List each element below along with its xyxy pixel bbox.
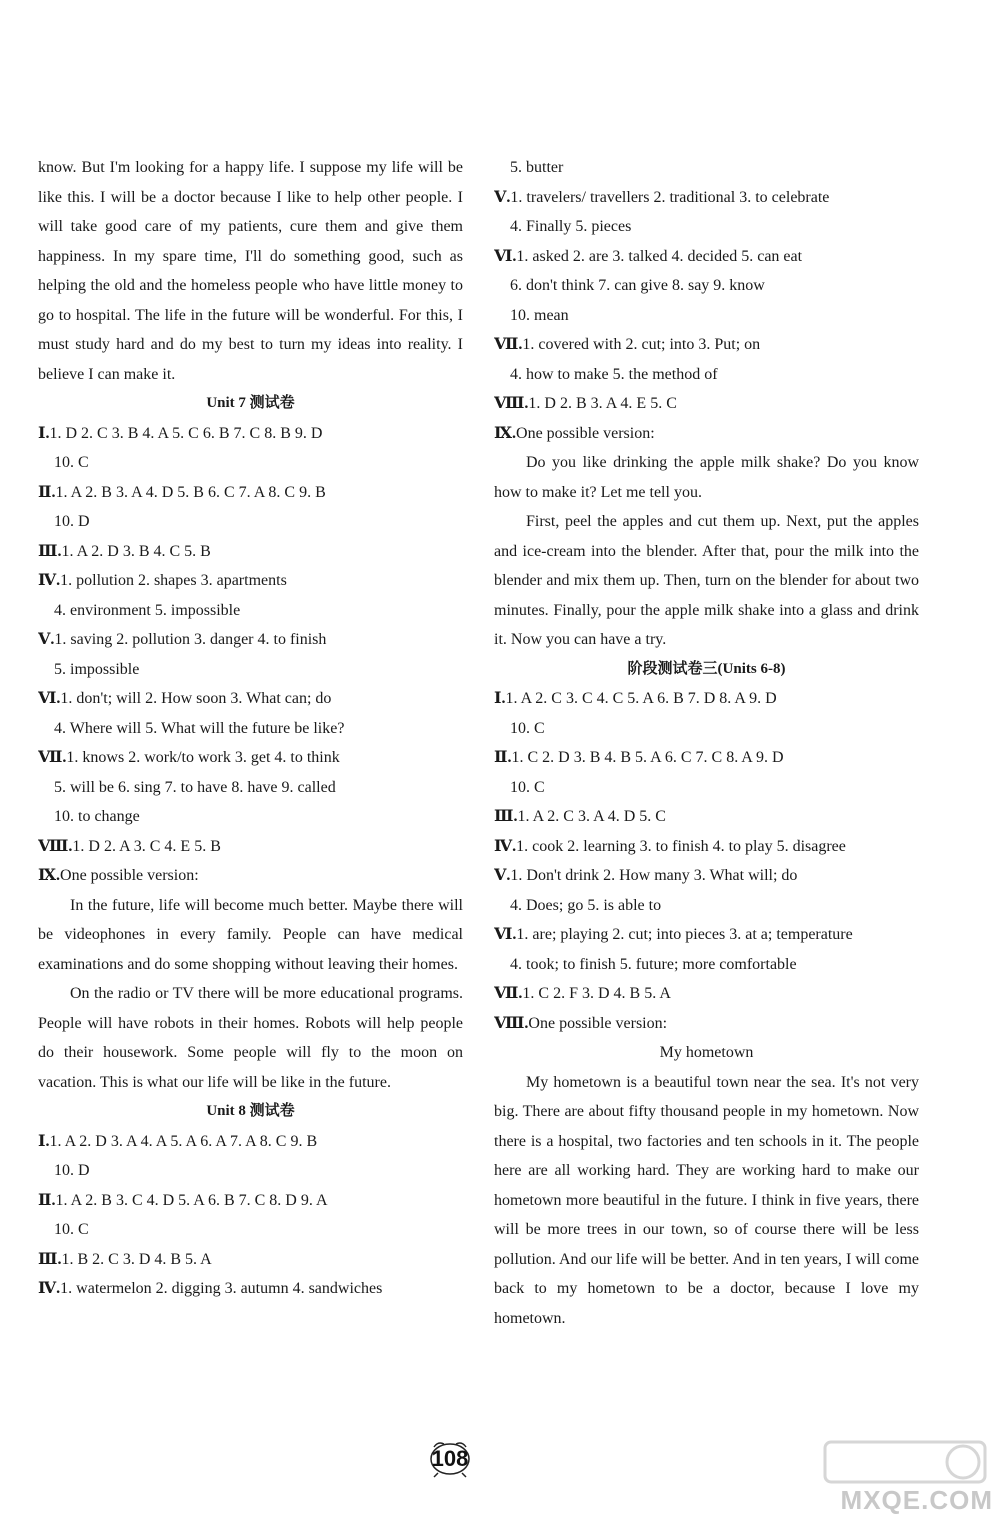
stage-line [494, 861, 919, 891]
answer-text: 10. mean [510, 306, 569, 324]
section-number: Ⅴ. [494, 867, 511, 884]
unit7-line [38, 537, 463, 567]
answer-text: 5. will be 6. sing 7. to have 8. have 9. called [54, 778, 336, 796]
right-top-line [494, 242, 919, 272]
stage-line [494, 773, 919, 803]
answer-text: 1. C 2. D 3. B 4. B 5. A 6. C 7. C 8. A 9. D [511, 749, 784, 766]
answer-text: 5. impossible [54, 660, 140, 678]
answer-text: 4. Does; go 5. is able to [510, 896, 662, 914]
section-number: Ⅰ. [494, 690, 506, 707]
answer-text: 10. C [54, 454, 89, 471]
answer-text: 10. C [54, 1221, 89, 1238]
unit8-line [38, 1274, 463, 1304]
unit7-line [38, 625, 463, 655]
answer-text: 4. how to make 5. the method of [510, 365, 718, 383]
stage-line [494, 684, 919, 714]
answer-text: 1. asked 2. are 3. talked 4. decided 5. can eat [516, 247, 803, 265]
answer-text: 1. D 2. A 3. C 4. E 5. B [72, 837, 221, 855]
answer-text: 4. took; to finish 5. future; more comfortable [510, 955, 797, 973]
unit7-heading: Unit 7 测试卷 [206, 395, 295, 411]
watermark [815, 1440, 995, 1520]
stage-line [494, 891, 919, 921]
unit7-line [38, 743, 463, 773]
page-number-text: 108 [431, 1446, 469, 1471]
section-number: Ⅵ. [38, 690, 61, 707]
unit7-essay-p2: On the radio or TV there will be more educational programs. People will have robots in their homes. Robots will help people do their housework. Some people will fly to the moon on vacation. This is what our life will be like in the future. [38, 985, 463, 1091]
right-top-line [494, 330, 919, 360]
unit7-line [38, 478, 463, 508]
section-number: Ⅶ. [38, 749, 67, 766]
section-number: Ⅵ. [494, 926, 517, 943]
section-number: Ⅱ. [38, 1191, 56, 1209]
section-number: Ⅸ. [38, 867, 61, 884]
stage-line [494, 979, 919, 1009]
stage-test-answers [494, 684, 919, 1038]
section-number: Ⅶ. [494, 985, 523, 1002]
answer-text: 1. knows 2. work/to work 3. get 4. to think [66, 749, 340, 766]
essay-title: My hometown [659, 1044, 754, 1061]
watermark-text: MXQE.COM [840, 1485, 993, 1515]
answer-text: 4. Where will 5. What will the future be like? [54, 719, 345, 737]
answer-text: 1. D 2. C 3. B 4. A 5. C 6. B 7. C 8. B 9. D [49, 424, 323, 442]
answer-text: 1. covered with 2. cut; into 3. Put; on [522, 336, 761, 353]
answer-text: 1. A 2. D 3. B 4. C 5. B [61, 542, 211, 560]
unit7-line [38, 566, 463, 596]
unit7-answers [38, 419, 463, 891]
answer-text: 1. watermelon 2. digging 3. autumn 4. sandwiches [60, 1280, 383, 1297]
section-number: Ⅳ. [494, 837, 517, 855]
unit7-line [38, 655, 463, 685]
section-number: Ⅶ. [494, 336, 523, 353]
answer-text: 5. butter [510, 159, 564, 176]
unit8-essay-p2: First, peel the apples and cut them up. Next, put the apples and ice-cream into the blender. After that, pour the milk into the blender and mix them up. Then, turn on the blender for about two minutes. Finally, pour the apple milk shake into a glass and drink it. Now you can have a try. [494, 513, 919, 648]
stage-line [494, 1009, 919, 1039]
right-top-line [494, 419, 919, 449]
right-top-line [494, 389, 919, 419]
answer-text: 1. B 2. C 3. D 4. B 5. A [61, 1250, 212, 1268]
stage-essay: My hometown is a beautiful town near the sea. It's not very big. There are about fifty thousand people in my hometown. Now there is a hospital, two factories and ten schools in it. The people here are all working hard. They are working hard to make our hometown more beautiful in the future. I think in five years, there will be more trees in our town, so of course there will be less pollution. And our life will be better. And in ten years, I will come back to my hometown to be a doctor, because I love my hometown. [494, 1073, 919, 1327]
unit7-line [38, 832, 463, 862]
section-number: Ⅴ. [494, 188, 511, 206]
section-number: Ⅲ. [494, 808, 518, 825]
unit7-essay-p1: In the future, life will become much better. Maybe there will be videophones in every family. People can have medical examinations and do some shopping without leaving their homes. [38, 896, 463, 973]
answer-text: 1. saving 2. pollution 3. danger 4. to finish [54, 631, 327, 648]
section-number: Ⅵ. [494, 247, 517, 265]
answer-text: 1. are; playing 2. cut; into pieces 3. at a; temperature [516, 926, 853, 943]
answer-text: 10. C [510, 778, 545, 796]
answer-text: 1. cook 2. learning 3. to finish 4. to play 5. disagree [516, 837, 846, 855]
unit8-line [38, 1215, 463, 1245]
right-top-line [494, 183, 919, 213]
unit8-heading: Unit 8 测试卷 [206, 1103, 295, 1119]
unit8-answers [38, 1127, 463, 1304]
section-number: Ⅱ. [38, 483, 56, 501]
answer-text: 10. C [510, 719, 545, 737]
unit7-line [38, 802, 463, 832]
section-number: Ⅰ. [38, 1132, 50, 1150]
answer-text: One possible version: [516, 424, 655, 442]
unit7-line [38, 773, 463, 803]
right-top-line [494, 212, 919, 242]
answer-text: 1. A 2. B 3. A 4. D 5. B 6. C 7. A 8. C 9. B [55, 483, 326, 501]
right-top-line [494, 301, 919, 331]
unit8-essay-p1: Do you like drinking the apple milk shake? Do you know how to make it? Let me tell you. [494, 454, 919, 501]
unit7-line [38, 419, 463, 449]
answer-text: 1. A 2. C 3. A 4. D 5. C [517, 808, 666, 825]
answer-text: 10. to change [54, 808, 140, 825]
answer-text: 1. travelers/ travellers 2. traditional 3. to celebrate [510, 188, 830, 206]
section-number: Ⅷ. [494, 395, 529, 412]
section-number: Ⅷ. [38, 837, 73, 855]
unit7-line [38, 507, 463, 537]
answer-text: 1. Don't drink 2. How many 3. What will; do [510, 867, 798, 884]
section-number: Ⅸ. [494, 424, 517, 442]
right-column [494, 153, 919, 1333]
answer-text: 1. D 2. B 3. A 4. E 5. C [528, 395, 677, 412]
answer-text: One possible version: [528, 1014, 668, 1032]
right-top-line [494, 153, 919, 183]
unit8-line [38, 1156, 463, 1186]
left-column [38, 153, 463, 1304]
section-number: Ⅲ. [38, 1250, 62, 1268]
answer-text: 6. don't think 7. can give 8. say 9. know [510, 277, 765, 294]
answer-text: 1. A 2. D 3. A 4. A 5. A 6. A 7. A 8. C 9. B [49, 1132, 318, 1150]
unit8-line [38, 1245, 463, 1275]
answer-text: 10. D [54, 1162, 90, 1179]
answer-text: 1. A 2. B 3. C 4. D 5. A 6. B 7. C 8. D 9. A [55, 1191, 328, 1209]
right-top-line [494, 360, 919, 390]
unit7-line [38, 714, 463, 744]
answer-text: 1. C 2. F 3. D 4. B 5. A [522, 985, 671, 1002]
section-number: Ⅳ. [38, 1280, 61, 1297]
section-number: Ⅱ. [494, 749, 512, 766]
stage-line [494, 743, 919, 773]
stage-line [494, 802, 919, 832]
answer-text: 4. environment 5. impossible [54, 601, 241, 619]
page-number [420, 1438, 480, 1478]
stage-line [494, 920, 919, 950]
unit7-line [38, 861, 463, 891]
unit8-line [38, 1127, 463, 1157]
answer-text: 1. pollution 2. shapes 3. apartments [60, 572, 287, 589]
answer-text: 10. D [54, 513, 90, 530]
section-number: Ⅲ. [38, 542, 62, 560]
section-number: Ⅰ. [38, 424, 50, 442]
right-top-line [494, 271, 919, 301]
answer-text: One possible version: [60, 867, 199, 884]
answer-text: 1. don't; will 2. How soon 3. What can; do [60, 690, 332, 707]
stage-line [494, 714, 919, 744]
section-number: Ⅷ. [494, 1014, 529, 1032]
unit7-line [38, 448, 463, 478]
essay-continuation: know. But I'm looking for a happy life. I suppose my life will be like this. I will be a doctor because I like to help other people. I will take good care of my patients, cure them and give them happiness. In my spare time, I'll do something good, such as helping the old and the homeless people who have little money to go to hospital. The life in the future will be wonderful. For this, I must study hard and do my best to turn my ideas into reality. I believe I can make it. [38, 159, 463, 383]
unit7-line [38, 684, 463, 714]
unit8-line [38, 1186, 463, 1216]
stage-test-heading: 阶段测试卷三(Units 6-8) [627, 660, 786, 677]
answer-text: 1. A 2. C 3. C 4. C 5. A 6. B 7. D 8. A 9. D [505, 690, 777, 707]
answer-text: 4. Finally 5. pieces [510, 218, 632, 235]
unit8-answers-continued [494, 153, 919, 448]
section-number: Ⅳ. [38, 572, 61, 589]
stage-line [494, 950, 919, 980]
section-number: Ⅴ. [38, 631, 55, 648]
stage-line [494, 832, 919, 862]
unit7-line [38, 596, 463, 626]
